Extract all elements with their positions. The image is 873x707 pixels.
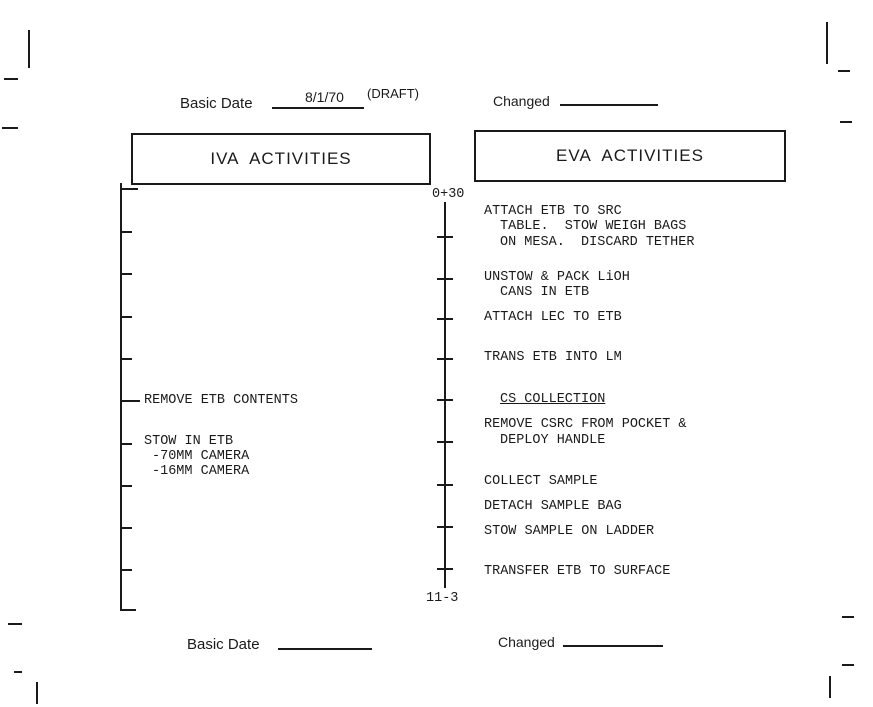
eva-tick	[437, 526, 453, 528]
eva-title-box	[474, 130, 786, 182]
eva-item: REMOVE CSRC FROM POCKET &	[484, 417, 687, 432]
eva-item: CANS IN ETB	[500, 285, 590, 300]
margin-mark	[14, 671, 22, 673]
eva-item: ATTACH LEC TO ETB	[484, 310, 622, 325]
iva-tick	[120, 273, 132, 275]
iva-item: REMOVE ETB CONTENTS	[144, 393, 298, 408]
eva-item: TABLE. STOW WEIGH BAGS	[500, 219, 687, 234]
header-basic-date-label: Basic Date	[180, 95, 253, 112]
iva-item: -16MM CAMERA	[152, 464, 250, 479]
iva-tick	[120, 443, 132, 445]
iva-tick	[120, 569, 132, 571]
footer-basic-date-rule	[278, 648, 372, 650]
margin-mark	[829, 676, 831, 698]
eva-section-heading: CS COLLECTION	[500, 392, 606, 407]
eva-tick	[437, 399, 453, 401]
eva-item: COLLECT SAMPLE	[484, 474, 598, 489]
header-changed-rule	[560, 104, 658, 106]
eva-tick	[437, 358, 453, 360]
iva-tick	[120, 527, 132, 529]
iva-tick	[120, 358, 132, 360]
margin-mark	[842, 616, 854, 618]
margin-mark	[28, 30, 30, 68]
margin-mark	[2, 127, 18, 129]
timeline-start: 0+30	[432, 187, 465, 202]
eva-tick	[437, 278, 453, 280]
eva-timeline-axis	[444, 202, 446, 588]
eva-item: UNSTOW & PACK LiOH	[484, 270, 630, 285]
margin-mark	[842, 664, 854, 666]
margin-mark	[838, 70, 850, 72]
eva-tick	[437, 441, 453, 443]
iva-title-box	[131, 133, 431, 185]
iva-tick	[120, 316, 132, 318]
header-changed-label: Changed	[493, 93, 550, 109]
eva-item: STOW SAMPLE ON LADDER	[484, 524, 655, 539]
eva-item: TRANSFER ETB TO SURFACE	[484, 564, 671, 579]
margin-mark	[8, 623, 22, 625]
eva-title: EVA ACTIVITIES	[556, 146, 704, 165]
eva-tick	[437, 568, 453, 570]
eva-item: ATTACH ETB TO SRC	[484, 204, 622, 219]
eva-item: TRANS ETB INTO LM	[484, 350, 622, 365]
margin-mark	[840, 121, 852, 123]
margin-mark	[826, 22, 828, 64]
eva-item: DETACH SAMPLE BAG	[484, 499, 622, 514]
iva-item: -70MM CAMERA	[152, 449, 250, 464]
iva-tick	[120, 609, 136, 611]
header-draft-note: (DRAFT)	[367, 86, 419, 101]
footer-changed-rule	[563, 645, 663, 647]
footer-basic-date-label: Basic Date	[187, 636, 260, 653]
iva-tick	[120, 231, 132, 233]
margin-mark	[4, 78, 18, 80]
iva-tick	[120, 400, 140, 402]
iva-tick	[120, 485, 132, 487]
eva-tick	[437, 236, 453, 238]
iva-timeline-axis	[120, 183, 122, 611]
header-basic-date-value: 8/1/70	[305, 89, 344, 105]
iva-title: IVA ACTIVITIES	[210, 149, 352, 168]
iva-tick	[120, 188, 138, 190]
eva-item: DEPLOY HANDLE	[500, 433, 606, 448]
eva-tick	[437, 318, 453, 320]
timeline-page: 11-3	[426, 591, 459, 606]
header-basic-date-rule	[272, 107, 364, 109]
eva-tick	[437, 484, 453, 486]
eva-item: ON MESA. DISCARD TETHER	[500, 235, 695, 250]
margin-mark	[36, 682, 38, 704]
footer-changed-label: Changed	[498, 634, 555, 650]
iva-item: STOW IN ETB	[144, 434, 234, 449]
